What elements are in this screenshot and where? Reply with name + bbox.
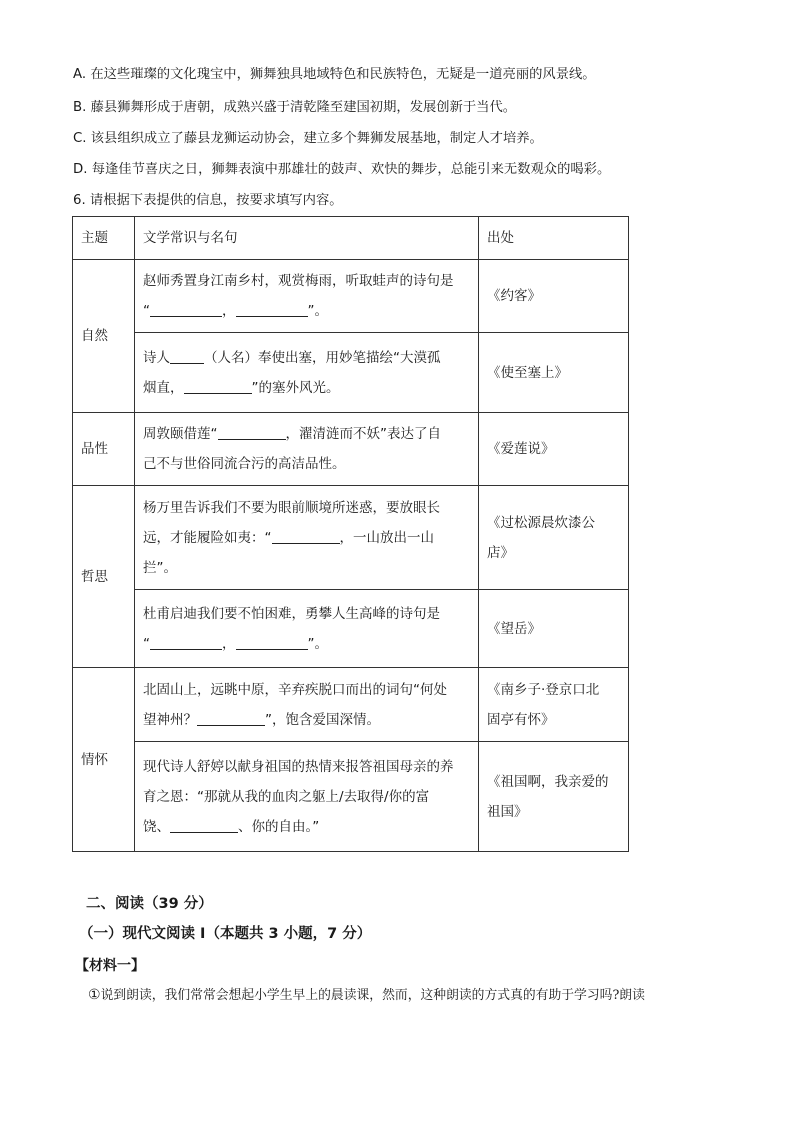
table-row: [73, 668, 629, 742]
theme-character: 品性: [73, 413, 135, 486]
row4-text-d: 拦”。: [143, 559, 177, 576]
paragraph-text: 说到朗读，我们常常会想起小学生早上的晨读课，然而，这种朗读的方式真的有助于学习吗?朗读: [100, 988, 645, 1003]
row4-content: [135, 486, 479, 590]
row6-content: [135, 668, 479, 742]
question-6: 6. 请根据下表提供的信息，按要求填写内容。: [73, 193, 343, 208]
row5-quote-open: “: [143, 635, 150, 652]
row2-text-a: 诗人: [143, 349, 170, 366]
row7-source-a: 《祖国啊，我亲爱的: [487, 773, 609, 790]
row1-sep: ，: [222, 303, 236, 319]
table-row: [73, 486, 629, 590]
row5-source: 《望岳》: [479, 590, 629, 668]
row7-text-b: 育之恩：“那就从我的血肉之躯上/去取得/你的富: [143, 788, 430, 805]
row3-source: 《爱莲说》: [479, 413, 629, 486]
row1-text: 赵师秀置身江南乡村，观赏梅雨，听取蛙声的诗句是: [143, 273, 454, 289]
row6-source: [479, 668, 629, 742]
table-row: [73, 590, 629, 668]
table-row: [73, 413, 629, 486]
row4-source-a: 《过松源晨炊漆公: [487, 514, 595, 531]
answer-blank[interactable]: [272, 529, 340, 544]
paragraph-number: ①: [88, 987, 101, 1003]
row7-text-c: 饶、: [143, 818, 170, 835]
info-table: [72, 216, 629, 852]
answer-blank[interactable]: [218, 425, 286, 440]
row2-text-c: 烟直，: [143, 379, 184, 396]
answer-blank[interactable]: [170, 818, 238, 833]
row2-text-d: ”的塞外风光。: [251, 379, 340, 396]
material-label: 【材料一】: [75, 958, 145, 974]
row4-text-c: ，一山放出一山: [339, 529, 434, 546]
row5-quote-close: ”。: [307, 635, 328, 652]
row1-quote-open: “: [143, 303, 150, 319]
row4-text-b: 远，才能履险如夷：“: [143, 529, 272, 546]
row1-quote-close: ”。: [307, 303, 328, 319]
row7-content: [135, 742, 479, 852]
answer-blank[interactable]: [197, 711, 265, 726]
table-row: [73, 742, 629, 852]
table-row: [73, 260, 629, 333]
row4-source-b: 店》: [487, 544, 514, 561]
row6-source-a: 《南乡子·登京口北: [487, 681, 600, 698]
row4-source: [479, 486, 629, 590]
theme-feeling: 情怀: [73, 668, 135, 852]
row2-text-b: （人名）奉使出塞，用妙笔描绘“大漠孤: [204, 349, 441, 366]
row7-text-a: 现代诗人舒婷以献身祖国的热情来报答祖国母亲的养: [143, 758, 454, 775]
section-reading-title: 二、阅读（39 分）: [86, 896, 213, 912]
answer-blank[interactable]: [236, 635, 308, 650]
row6-text-c: ”，饱含爱国深情。: [265, 711, 380, 728]
row4-text-a: 杨万里告诉我们不要为眼前顺境所迷惑，要放眼长: [143, 499, 440, 516]
answer-blank[interactable]: [170, 349, 204, 364]
row5-sep: ，: [222, 635, 236, 652]
header-source: 出处: [479, 217, 629, 260]
row5-content: [135, 590, 479, 668]
option-b: B. 藤县狮舞形成于唐朝，成熟兴盛于清乾隆至建国初期，发展创新于当代。: [73, 100, 517, 115]
row7-source: [479, 742, 629, 852]
answer-blank[interactable]: [150, 302, 222, 317]
subsection-title: （一）现代文阅读 I（本题共 3 小题，7 分）: [79, 926, 372, 942]
row3-content: [135, 413, 479, 486]
row3-text-a: 周敦颐借莲“: [143, 426, 218, 442]
row1-source: 《约客》: [479, 260, 629, 333]
header-knowledge: 文学常识与名句: [135, 217, 479, 260]
option-a: A. 在这些璀璨的文化瑰宝中，狮舞独具地域特色和民族特色，无疑是一道亮丽的风景线。: [73, 67, 596, 82]
row6-source-b: 固亭有怀》: [487, 711, 555, 728]
passage-paragraph: [88, 984, 645, 1003]
row3-text-c: 己不与世俗同流合污的高洁品性。: [143, 456, 346, 472]
row7-text-d: 、你的自由。”: [238, 818, 320, 835]
row3-text-b: ，濯清涟而不妖”表达了自: [285, 426, 441, 442]
row6-text-b: 望神州？: [143, 711, 197, 728]
theme-nature: 自然: [73, 260, 135, 413]
row6-text-a: 北固山上，远眺中原，辛弃疾脱口而出的词句“何处: [143, 681, 447, 698]
row5-text: 杜甫启迪我们要不怕困难，勇攀人生高峰的诗句是: [143, 605, 440, 622]
row2-content: [135, 333, 479, 413]
row7-source-b: 祖国》: [487, 803, 528, 820]
theme-philosophy: 哲思: [73, 486, 135, 668]
answer-blank[interactable]: [184, 379, 252, 394]
answer-blank[interactable]: [150, 635, 222, 650]
option-d: D. 每逢佳节喜庆之日，狮舞表演中那雄壮的鼓声、欢快的舞步，总能引来无数观众的喝彩。: [73, 162, 611, 177]
option-c: C. 该县组织成立了藤县龙狮运动协会，建立多个舞狮发展基地，制定人才培养。: [73, 131, 543, 146]
table-row: [73, 333, 629, 413]
answer-blank[interactable]: [236, 302, 308, 317]
row1-content: [135, 260, 479, 333]
header-theme: 主题: [73, 217, 135, 260]
table-header-row: [73, 217, 629, 260]
row2-source: 《使至塞上》: [479, 333, 629, 413]
